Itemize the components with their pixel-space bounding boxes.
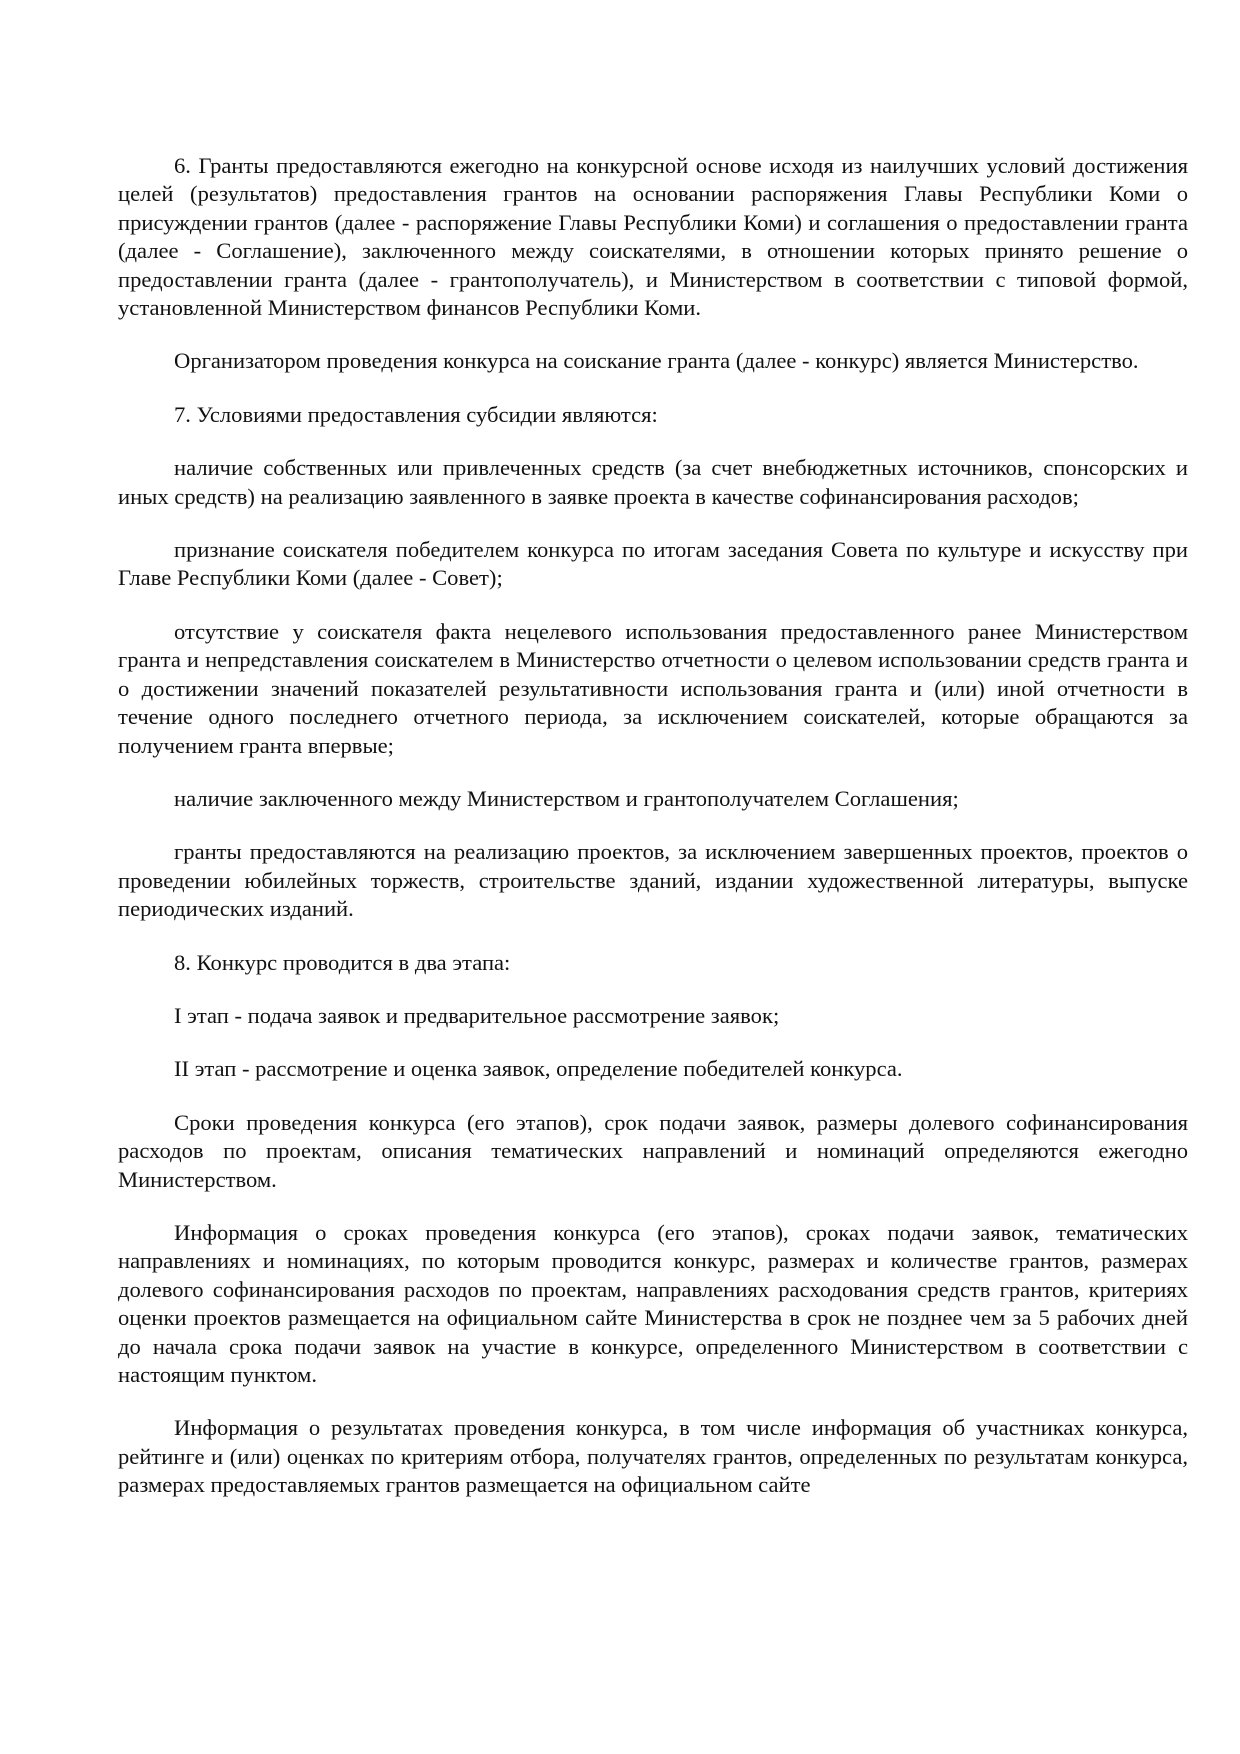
paragraph-terms: Сроки проведения конкурса (его этапов), срок подачи заявок, размеры долевого софинансирования расходов по проектам, описания тематических направлений и номинаций определяются ежегодно Министерством.: [118, 1109, 1188, 1192]
paragraph-info-terms: Информация о сроках проведения конкурса (его этапов), сроках подачи заявок, тематических направлениях и номинациях, по которым проводится конкурс, размерах и количестве грантов, размерах долевого софинансирования расходов по проектам, направлениях расходования средств грантов, критериях оценки проектов размещается на официальном сайте Министерства в срок не позднее чем за 5 рабочих дней до начала срока подачи заявок на участие в конкурсе, определенного Министерством в соответствии с настоящим пунктом.: [118, 1219, 1188, 1387]
paragraph-stage-2: II этап - рассмотрение и оценка заявок, определение победителей конкурса.: [174, 1056, 903, 1082]
paragraph-own-funds: наличие собственных или привлеченных средств (за счет внебюджетных источников, спонсорских и иных средств) на реализацию заявленного в заявке проекта в качестве софинансирования расходов;: [118, 455, 1188, 509]
paragraph-organizer: Организатором проведения конкурса на соискание гранта (далее - конкурс) является Министерство.: [174, 348, 1139, 374]
paragraph-projects: гранты предоставляются на реализацию проектов, за исключением завершенных проектов, проектов о проведении юбилейных торжеств, строительстве зданий, издании художественной литературы, выпуске периодических изданий.: [118, 839, 1188, 922]
paragraph-no-misuse: отсутствие у соискателя факта нецелевого использования предоставленного ранее Министерством гранта и непредставления соискателем в Министерство отчетности о целевом использовании средств гранта и о достижении значений показателей результативности использования гранта и (или) иной отчетности в течение одного последнего отчетного периода, за исключением соискателей, которые обращаются за получением гранта впервые;: [118, 618, 1188, 758]
paragraph-stage-1: I этап - подача заявок и предварительное рассмотрение заявок;: [174, 1002, 780, 1028]
paragraph-6-grants: 6. Гранты предоставляются ежегодно на конкурсной основе исходя из наилучших условий достижения целей (результатов) предоставления грантов на основании распоряжения Главы Республики Коми о присуждении грантов (далее - распоряжение Главы Республики Коми) и соглашения о предоставлении гранта (далее - Соглашение), заключенного между соискателями, в отношении которых принято решение о предоставлении гранта (далее - грантополучатель), и Министерством в соответствии с типовой формой, установленной Министерством финансов Республики Коми.: [118, 153, 1188, 321]
paragraph-winner: признание соискателя победителем конкурса по итогам заседания Совета по культуре и искусству при Главе Республики Коми (далее - Совет);: [118, 537, 1188, 591]
document-page: [118, 152, 1188, 1525]
paragraph-agreement: наличие заключенного между Министерством и грантополучателем Соглашения;: [174, 785, 959, 811]
paragraph-7-conditions: 7. Условиями предоставления субсидии являются:: [174, 401, 658, 427]
paragraph-info-results: Информация о результатах проведения конкурса, в том числе информация об участниках конкурса, рейтинге и (или) оценках по критериям отбора, получателях грантов, определенных по результатам конкурса, размерах предоставляемых грантов размещается на официальном сайте: [118, 1415, 1188, 1498]
paragraph-8-stages: 8. Конкурс проводится в два этапа:: [174, 949, 511, 975]
